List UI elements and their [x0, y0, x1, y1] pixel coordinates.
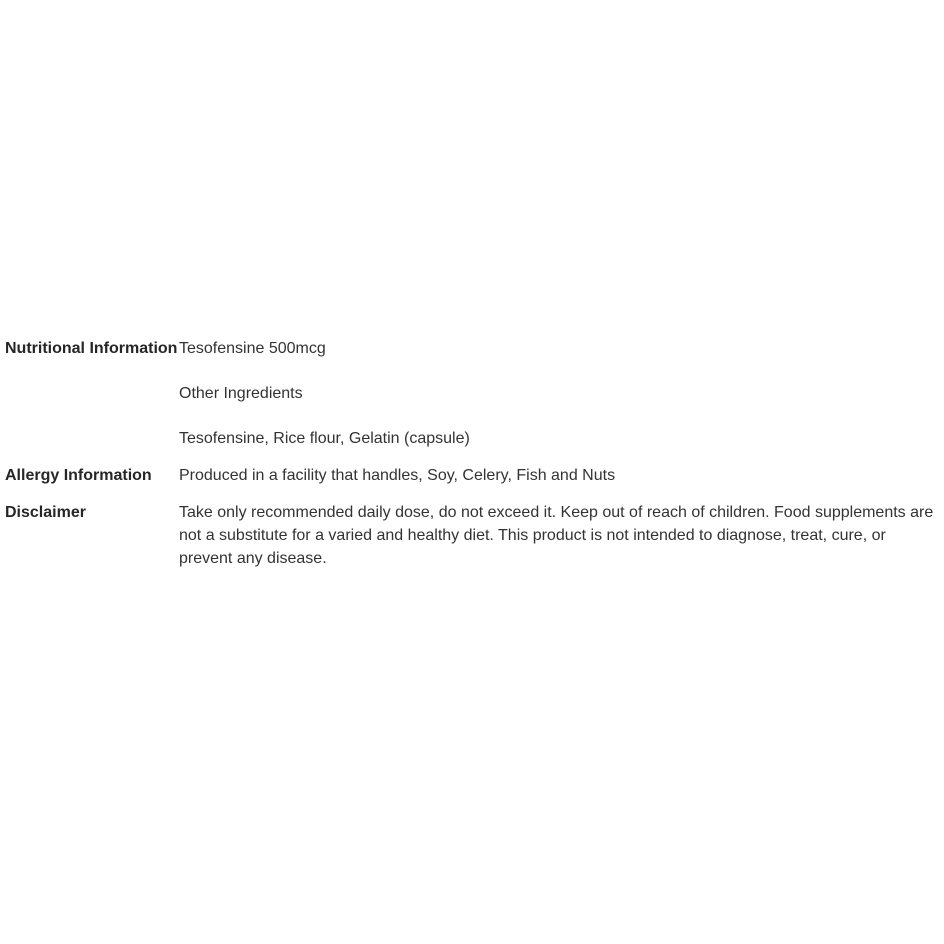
info-row-nutritional	[5, 337, 940, 450]
value-line: Tesofensine 500mcg	[179, 340, 326, 357]
product-info-table	[5, 337, 940, 570]
info-row-allergy	[5, 464, 940, 487]
row-value	[179, 337, 940, 450]
row-value	[179, 501, 940, 570]
row-label: Allergy Information	[5, 467, 152, 484]
row-label: Nutritional Information	[5, 340, 178, 357]
value-line: Produced in a facility that handles, Soy, Celery, Fish and Nuts	[179, 467, 616, 484]
row-value	[179, 464, 940, 487]
value-line: Take only recommended daily dose, do not exceed it. Keep out of reach of children. Food supplements are not a substitute for a varied and healthy diet. This product is not intended to diagnose, treat, cure, or prevent any disease.	[179, 504, 934, 567]
row-label: Disclaimer	[5, 504, 86, 521]
value-line: Tesofensine, Rice flour, Gelatin (capsule)	[179, 430, 470, 447]
value-line: Other Ingredients	[179, 385, 303, 402]
info-row-disclaimer	[5, 501, 940, 570]
